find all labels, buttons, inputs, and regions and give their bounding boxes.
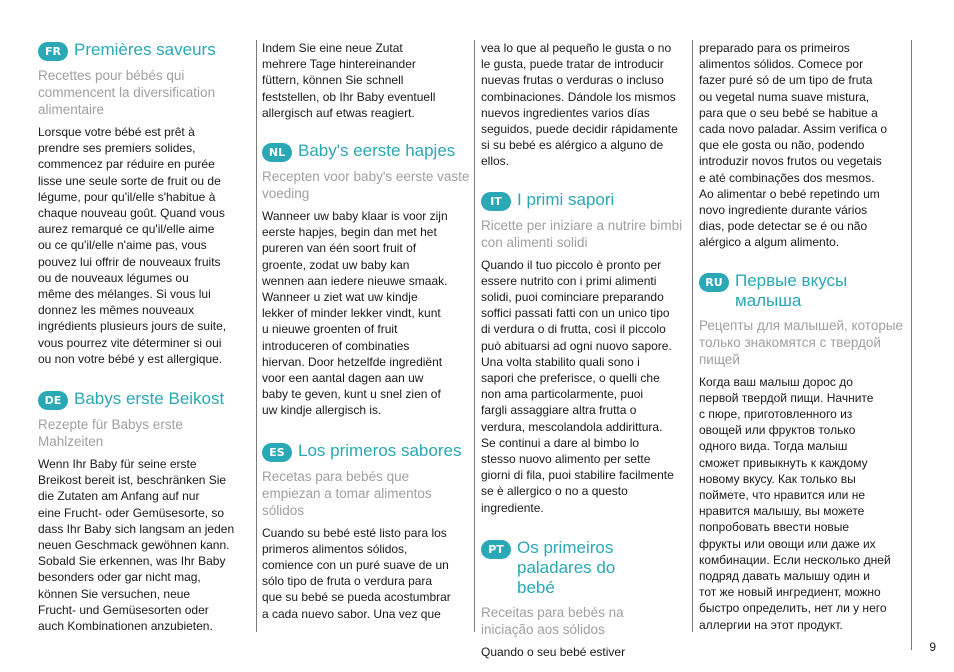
section-body-fr: Lorsque votre bébé est prêt à prendre ses premiers solides, commencez par réduire en purée lisse une seule sorte de fruit ou de légume, pour qu'il/elle s'habitue à chaque nouveau goût. Quand vous aurez remarqué ce qu'il/elle aime ou ce qu'il/elle n'aime pas, vous pouvez lui offrir de nouveaux fruits ou de nouveaux légumes ou même des mélanges. Si vous lui donnez les mêmes nouveaux ingrédients plusieurs jours de suite, vous pourrez vite déterminer si oui ou non votre bébé y est allergique. <box>38 125 227 366</box>
section-subtitle-ru: Рецепты для малышей, которые только знакомятся с твердой пищей <box>699 317 904 367</box>
section-header-ru <box>699 271 909 311</box>
section-header-fr <box>38 40 248 61</box>
section-body-nl: Wanneer uw baby klaar is voor zijn eerste hapjes, begin dan met het pureren van één soort fruit of groente, zodat uw baby kan wennen aan iedere nieuwe smaak. Wanneer u ziet wat uw kindje lekker of minder lekker vindt, kunt u nieuwe groenten of fruit introduceren of combinaties hiervan. Door hetzelfde ingrediënt voor een aantal dagen aan uw baby te geven, kunt u snel zien of uw kindje allergisch is. <box>262 209 448 418</box>
section-body-ru: Когда ваш малыш дорос до первой твердой пищи. Начните с пюре, приготовленного из овощей или фруктов только одного вида. Тогда малыш сможет привыкнуть к каждому новому вкусу. Как только вы поймете, что нравится или не нравится малышу, вы можете попробовать ввести новые фрукты или овощи или даже их комбинации. Если несколько дней подряд давать малышу один и тот же новый ингредиент, можно быстро определить, нет ли у него аллергии на этот продукт. <box>699 374 891 632</box>
section-body-pt-continued: preparado para os primeiros alimentos sólidos. Comece por fazer puré só de um tipo de fruta ou vegetal numa suave mistura, para que o seu bebé se habitue a cada novo paladar. Assim verifica o que ele gosta ou não, podendo introduzir novos frutos ou vegetais e até combinações dos mesmos. Ao alimentar o bebé repetindo um novo ingrediente durante vários dias, pode detectar se é ou não alérgico a algum alimento. <box>699 41 888 250</box>
language-badge-de: DE <box>38 391 68 410</box>
section-body-es: Cuando su bebé esté listo para los primeros alimentos sólidos, comience con un puré suave de un sólo tipo de fruta o verdura para que su bebé se pueda acostumbrar a cada nuevo sabor. Una vez que <box>262 525 451 621</box>
section-body-pt: Quando o seu bebé estiver <box>481 644 626 659</box>
section-title-es: Los primeros sabores <box>298 440 462 460</box>
section-header-it <box>481 190 691 211</box>
language-badge-nl: NL <box>262 143 292 162</box>
language-badge-ru: RU <box>699 273 729 292</box>
section-subtitle-it: Ricette per iniziare a nutrire bimbi con alimenti solidi <box>481 217 683 250</box>
column-divider <box>474 40 475 632</box>
section-header-nl <box>262 141 472 162</box>
section-title-it: I primi sapori <box>517 189 615 209</box>
section-body-it: Quando il tuo piccolo è pronto per essere nutrito con i primi alimenti solidi, puoi cominciare preparando soffici passati fatti con un unico tipo di verdura o di frutta, così il piccolo può abituarsi ad ogni nuovo sapore. Una volta stabilito quali sono i sapori che preferisce, o quelli che non ama particolarmente, puoi fargli assaggiare altra frutta o verdura, mescolandola addirittura. Se continui a dare al bimbo lo stesso nuovo alimento per sette giorni di fila, puoi stabilire facilmente se è allergico o no a questo ingrediente. <box>481 257 674 515</box>
section-header-de <box>38 389 248 410</box>
section-title-nl: Baby's eerste hapjes <box>298 141 456 161</box>
section-title-fr: Premières saveurs <box>74 40 216 59</box>
section-title-ru: Первые вкусы малыша <box>735 270 848 310</box>
section-header-pt <box>481 538 691 598</box>
section-body-de: Wenn Ihr Baby für seine erste Breikost bereit ist, beschränken Sie die Zutaten am Anfang auf nur eine Frucht- oder Gemüsesorte, so dass Ihr Baby sich langsam an jeden neuen Geschmack gewöhnen kann. Sobald Sie erkennen, was Ihr Baby besonders oder gar nicht mag, können Sie versuchen, neue Frucht- und Gemüsesorten oder auch Kombinationen anzubieten. <box>38 457 235 634</box>
column-divider <box>256 40 257 632</box>
column-divider <box>692 40 693 632</box>
section-title-pt: Os primeiros paladares do bebé <box>517 537 616 597</box>
section-subtitle-es: Recetas para bebés que empiezan a tomar alimentos sólidos <box>262 468 432 518</box>
section-subtitle-de: Rezepte für Babys erste Mahlzeiten <box>38 417 183 450</box>
section-body-de-continued: Indem Sie eine neue Zutat mehrere Tage hintereinander füttern, können Sie schnell feststellen, ob Ihr Baby eventuell allergisch auf etwas reagiert. <box>262 41 436 120</box>
section-subtitle-pt: Receitas para bebés na iniciação aos sólidos <box>481 604 624 637</box>
column-2 <box>262 40 472 642</box>
language-badge-pt: PT <box>481 540 511 559</box>
section-title-de: Babys erste Beikost <box>74 389 225 409</box>
section-subtitle-fr: Recettes pour bébés qui commencent la diversification alimentaire <box>38 68 216 117</box>
column-3 <box>481 40 691 659</box>
language-badge-it: IT <box>481 192 511 211</box>
column-1 <box>38 40 248 642</box>
language-badge-es: ES <box>262 443 292 462</box>
section-body-es-continued: vea lo que al pequeño le gusta o no le gusta, puede tratar de introducir nuevas frutas o verduras o incluso combinaciones. Dándole los mismos nuevos ingredientes varios días seguidos, puede decidir rápidamente si su bebé es alérgico a alguno de ellos. <box>481 41 678 169</box>
column-4 <box>699 40 909 642</box>
language-badge-fr: FR <box>38 42 68 61</box>
page-number: 9 <box>929 640 936 654</box>
section-subtitle-nl: Recepten voor baby's eerste vaste voeding <box>262 169 470 202</box>
section-header-es <box>262 441 472 462</box>
column-divider <box>911 40 912 650</box>
